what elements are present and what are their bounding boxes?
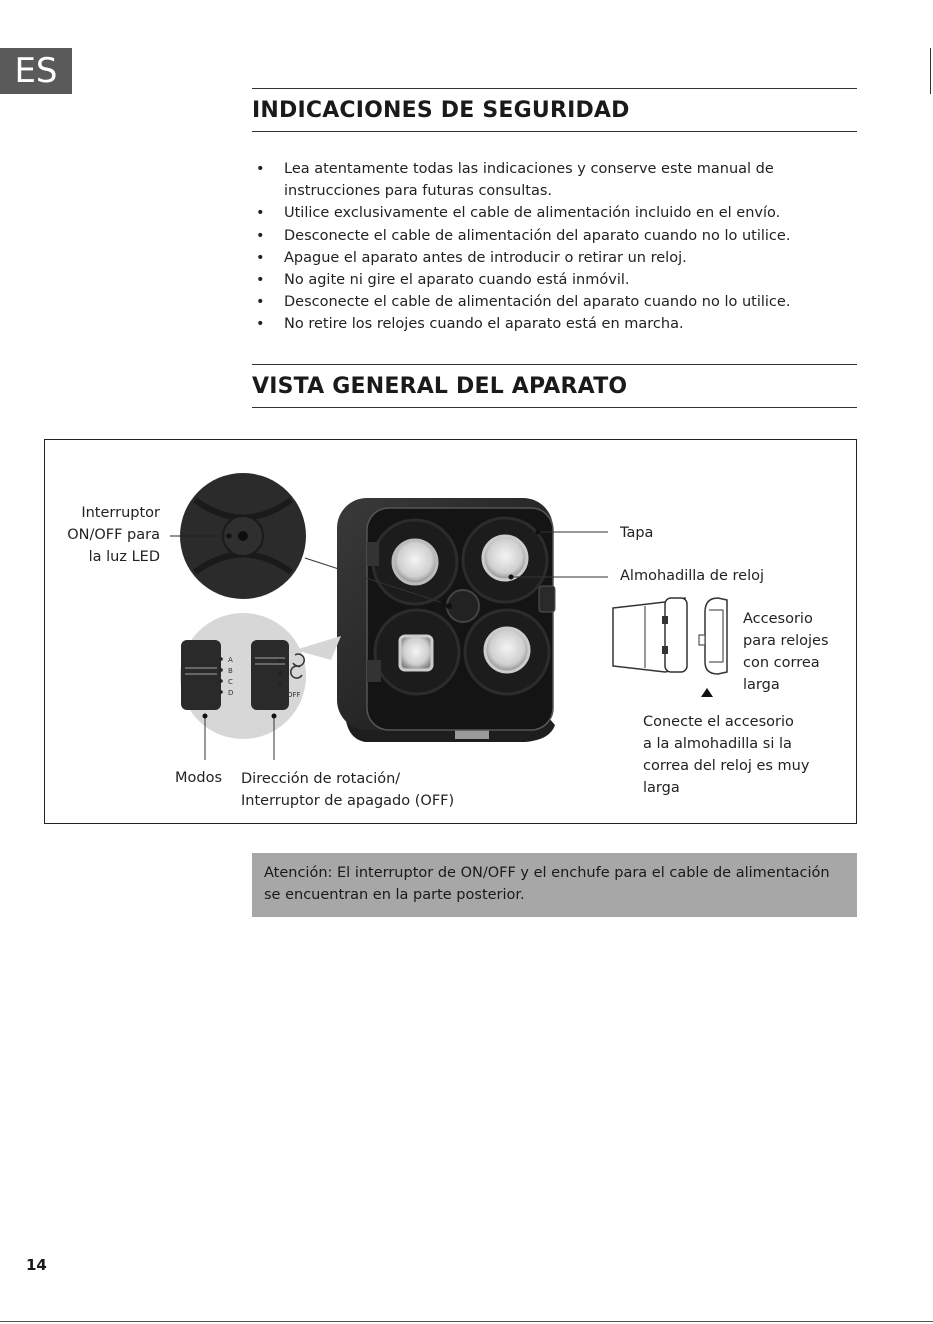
safety-item: • Desconecte el cable de alimentación del aparato cuando no lo utilice. [252, 291, 852, 313]
led-switch-icon [238, 531, 248, 541]
accessory-label-line: larga [743, 677, 780, 693]
tapa-label: Tapa [620, 525, 654, 541]
off-label: OFF [287, 691, 301, 699]
safety-item: • Apague el aparato antes de introducir o retirar un reloj. [252, 247, 852, 269]
language-tab: ES [0, 48, 72, 94]
long-strap-accessory [613, 598, 727, 697]
accessory-label [743, 608, 829, 696]
watch-icon [400, 636, 432, 670]
device-overview-figure [44, 439, 857, 824]
accessory-label-line: para relojes [743, 633, 829, 649]
rotation-label-line: Dirección de rotación/ [241, 771, 401, 787]
arrow-up-icon [701, 688, 713, 697]
safety-item: • Lea atentamente todas las indicaciones y conserve este manual de instrucciones para futuras consultas. [252, 158, 852, 202]
safety-item: • No agite ni gire el aparato cuando está inmóvil. [252, 269, 852, 291]
switch-label [65, 502, 160, 568]
connect-label-line: correa del reloj es muy [643, 758, 810, 774]
rotation-label-line: Interruptor de apagado (OFF) [241, 793, 455, 809]
mode-letter: C [228, 678, 233, 686]
almohadilla-label: Almohadilla de reloj [620, 568, 765, 584]
attention-note: Atención: El interruptor de ON/OFF y el enchufe para el cable de alimentación se encuentran en la parte posterior. [252, 853, 857, 917]
mode-letter: B [228, 667, 233, 675]
rotation-direction-label [241, 768, 454, 812]
safety-section-header [252, 88, 857, 132]
accessory-label-line: Accesorio [743, 611, 813, 627]
safety-item: • Utilice exclusivamente el cable de alimentación incluido en el envío. [252, 202, 852, 224]
watch-icon [483, 536, 527, 580]
safety-item: • Desconecte el cable de alimentación del aparato cuando no lo utilice. [252, 225, 852, 247]
crop-mark [930, 48, 931, 94]
page-number: 14 [26, 1256, 47, 1274]
switch-label-line: la luz LED [88, 549, 160, 565]
safety-item: • No retire los relojes cuando el aparato está en marcha. [252, 313, 852, 335]
connect-accessory-label [643, 711, 809, 799]
connect-label-line: larga [643, 780, 680, 796]
mode-letter: A [228, 656, 233, 664]
connect-label-line: Conecte el accesorio [643, 714, 794, 730]
safety-title: INDICACIONES DE SEGURIDAD [252, 98, 630, 123]
mode-letter: D [228, 689, 234, 697]
accessory-label-line: con correa [743, 655, 820, 671]
switch-label-line: ON/OFF para [67, 527, 160, 543]
modes-label: Modos [175, 770, 223, 786]
watch-icon [393, 540, 437, 584]
bottom-rule [0, 1321, 933, 1322]
overview-title: VISTA GENERAL DEL APARATO [252, 374, 628, 399]
safety-list [252, 158, 852, 336]
switch-label-line: Interruptor [81, 505, 160, 521]
overview-section-header [252, 364, 857, 408]
connect-label-line: a la almohadilla si la [643, 736, 792, 752]
watch-icon [485, 628, 529, 672]
